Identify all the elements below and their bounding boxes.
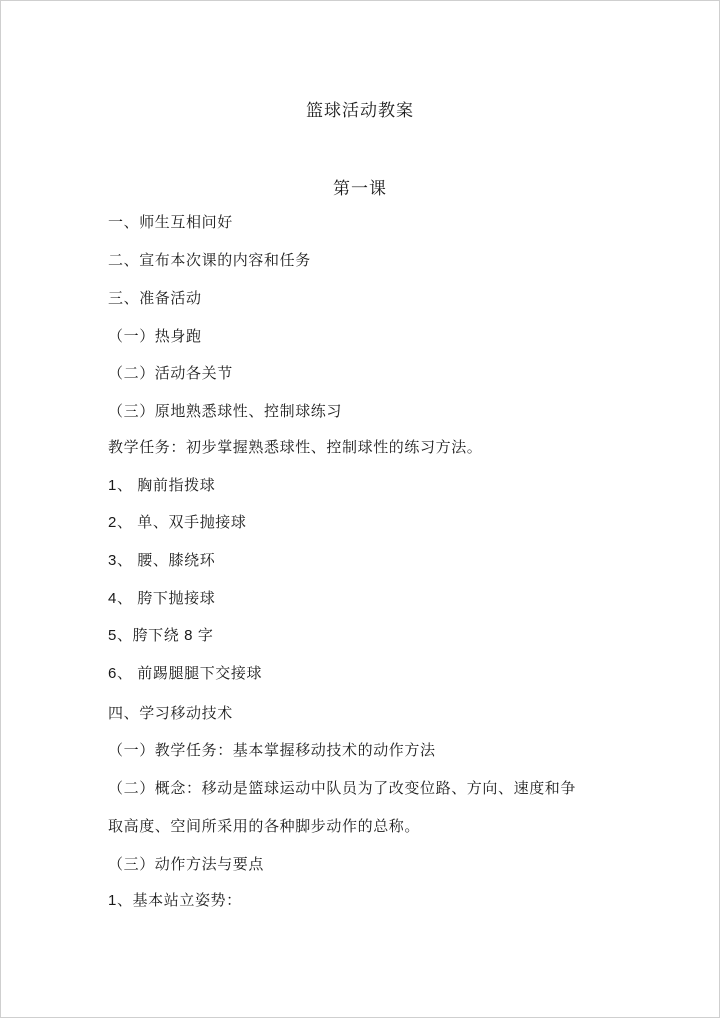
section-line: 四、学习移动技术: [108, 704, 233, 722]
sub-item-line: （二）活动各关节: [108, 364, 233, 382]
sub-item-line: （一）热身跑: [108, 327, 202, 345]
section-line: 三、准备活动: [108, 289, 202, 307]
drill-item: 5、胯下绕 8 字: [108, 627, 214, 644]
drill-item: 4、 胯下抛接球: [108, 590, 216, 607]
drill-item: 3、 腰、膝绕环: [108, 552, 216, 569]
task-line: 教学任务：初步掌握熟悉球性、控制球性的练习方法。: [108, 438, 483, 456]
sub-item-line: （二）概念：移动是篮球运动中队员为了改变位路、方向、速度和争: [108, 779, 577, 797]
lesson-heading: 第一课: [333, 179, 387, 199]
section-line: 二、宣布本次课的内容和任务: [108, 251, 311, 269]
sub-item-line: （三）动作方法与要点: [108, 855, 265, 873]
drill-item: 2、 单、双手抛接球: [108, 514, 247, 531]
paragraph-continuation: 取高度、空间所采用的各种脚步动作的总称。: [108, 817, 421, 835]
document-title: 篮球活动教案: [306, 101, 414, 121]
sub-item-line: （一）教学任务：基本掌握移动技术的动作方法: [108, 741, 436, 759]
drill-item: 6、 前踢腿腿下交接球: [108, 665, 263, 682]
section-line: 一、师生互相问好: [108, 213, 233, 231]
drill-item: 1、基本站立姿势：: [108, 892, 242, 909]
drill-item: 1、 胸前指拨球: [108, 477, 216, 494]
sub-item-line: （三）原地熟悉球性、控制球练习: [108, 402, 343, 420]
